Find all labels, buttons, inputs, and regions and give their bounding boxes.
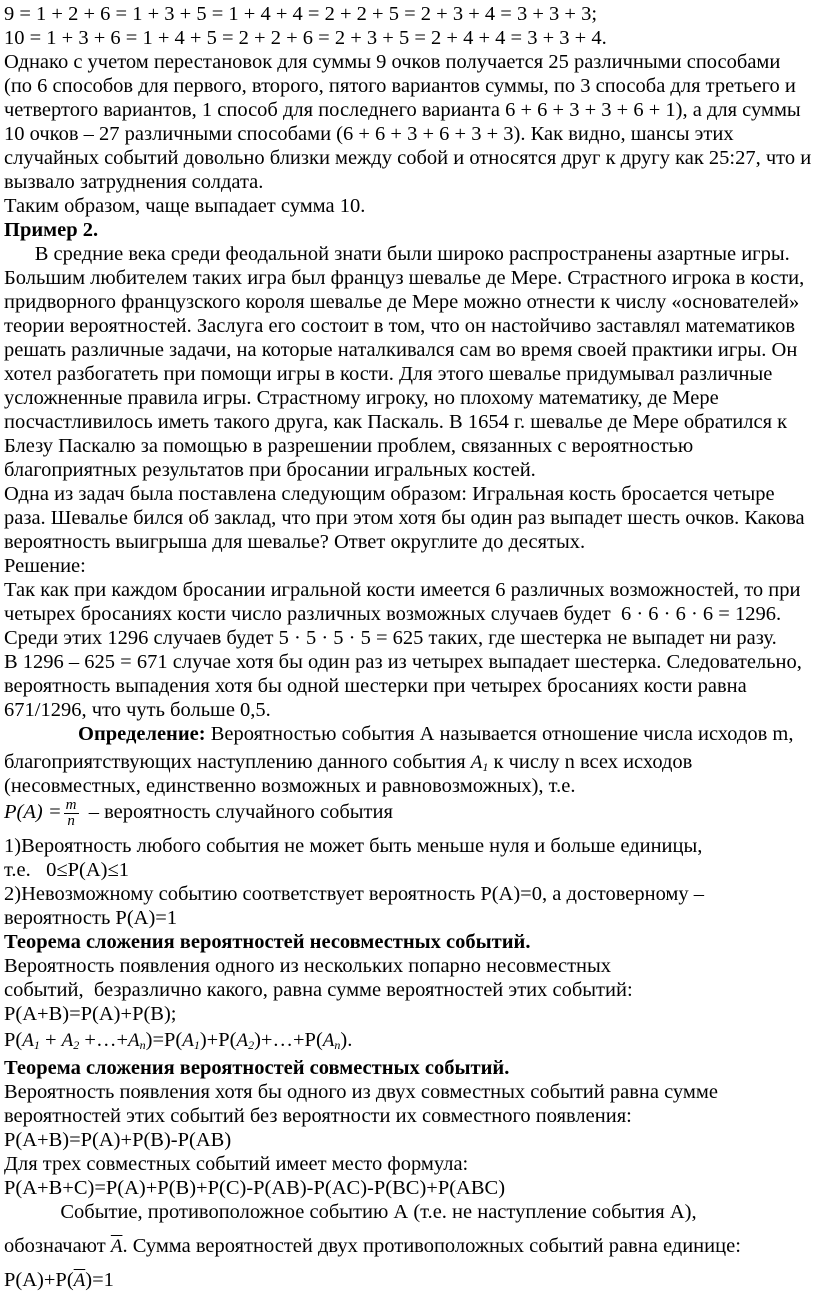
text-line: придворного французского короля шевалье де Мере можно отнести к числу «основателей» xyxy=(4,291,800,313)
text-line: 671/1296, что чуть больше 0,5. xyxy=(4,699,271,721)
text-line: P(A+B)=P(A)+P(B)-P(AB) xyxy=(4,1129,232,1151)
text-line: усложненные правила игры. Страстному игроку, но плохому математику, де Мере xyxy=(4,387,719,409)
text-line: Одна из задач была поставлена следующим образом: Игральная кость бросается четыре xyxy=(4,483,775,505)
probability-formula: P(A) = $\frac{m}{n}$ – вероятность случайного события xyxy=(4,797,393,829)
text-line: четырех бросаниях кости число различных возможных случаев будет 6 · 6 · 6 · 6 = 1296. xyxy=(4,603,782,625)
text-line: В 1296 – 625 = 671 случае хотя бы один раз из четырех выпадает шестерка. Следовательно, xyxy=(4,651,802,673)
text-line: 10 очков – 27 различными способами (6 + 6 + 3 + 6 + 3 + 3). Как видно, шансы этих xyxy=(4,123,734,145)
text-line: (по 6 способов для первого, второго, пятого вариантов суммы, по 3 способа для третьего и xyxy=(4,75,796,97)
event-a1-symbol: $A_1$ xyxy=(470,752,489,774)
definition-line-2 xyxy=(4,752,692,773)
theorem-2-title: Теорема сложения вероятностей совместных событий. xyxy=(4,1057,510,1079)
text-line: решать различные задачи, на которые наталкивался сам во время своей практики игры. Он xyxy=(4,339,798,361)
definition-text: к числу n всех исходов xyxy=(488,751,693,773)
text-line: P(A+B+C)=P(A)+P(B)+P(C)-P(AB)-P(AC)-P(BC)+P(ABC) xyxy=(4,1177,506,1199)
definition-text: Вероятностью события А называется отношение числа исходов m, xyxy=(205,723,794,745)
text-line: вероятностей этих событий без вероятности их совместного появления: xyxy=(4,1105,632,1127)
text-line: Среди этих 1296 случаев будет 5 · 5 · 5 · 5 = 625 таких, где шестерка не выпадет ни разу. xyxy=(4,627,777,649)
property-line: вероятность P(A)=1 xyxy=(4,907,178,929)
text-line: Так как при каждом бросании игральной кости имеется 6 различных возможностей, то при xyxy=(4,579,801,601)
text-line: Однако с учетом перестановок для суммы 9 очков получается 25 различными способами xyxy=(4,51,781,73)
example-heading: Пример 2. xyxy=(4,219,99,241)
text-line: посчастливилось иметь такого друга, как Паскаль. В 1654 г. шевалье де Мере обратился к xyxy=(4,411,788,433)
text-line: Событие, противоположное событию А (т.е. не наступление события А), xyxy=(4,1201,697,1223)
text-line: Решение: xyxy=(4,555,86,577)
text-line: Блезу Паскалю за помощью в разрешении проблем, связанных с вероятностью xyxy=(4,435,694,457)
text-line: обозначают $\overline{A}$. Сумма вероятностей двух противоположных событий равна единице: xyxy=(4,1235,741,1257)
text-line: событий, безразлично какого, равна сумме вероятностей этих событий: xyxy=(4,979,633,1001)
definition-text: благоприятствующих наступлению данного события xyxy=(4,751,471,773)
text-line: $P(A)+P(\overline{A})=1$ xyxy=(4,1269,114,1291)
fraction-m-over-n: $\frac{m}{n}$ xyxy=(65,797,77,829)
text-line: раза. Шевалье бился об заклад, что при этом хотя бы один раз выпадет шесть очков. Какова xyxy=(4,507,805,529)
definition-label: Определение: xyxy=(78,723,206,745)
text-line: вероятность выпадения хотя бы одной шестерки при четырех бросаниях кости равна xyxy=(4,675,747,697)
text-line: 9 = 1 + 2 + 6 = 1 + 3 + 5 = 1 + 4 + 4 = 2 + 2 + 5 = 2 + 3 + 4 = 3 + 3 + 3; xyxy=(4,3,598,25)
text-line: случайных событий довольно близки между собой и относятся друг к другу как 25:27, что и xyxy=(4,147,812,169)
text-line: хотел разбогатеть при помощи игры в кости. Для этого шевалье придумывал различные xyxy=(4,363,773,385)
definition-line-3: (несовместных, единственно возможных и равновозможных), т.е. xyxy=(4,775,576,797)
text-line: Вероятность появления хотя бы одного из двух совместных событий равна сумме xyxy=(4,1081,718,1103)
text-line: благоприятных результатов при бросании игральных костей. xyxy=(4,459,536,481)
text-line: 10 = 1 + 3 + 6 = 1 + 4 + 5 = 2 + 2 + 6 = 2 + 3 + 5 = 2 + 4 + 4 = 3 + 3 + 4. xyxy=(4,27,607,49)
text-line: P(A+B)=P(A)+P(B); xyxy=(4,1003,177,1025)
theorem-1-title: Теорема сложения вероятностей несовместных событий. xyxy=(4,931,531,953)
property-line: 2)Невозможному событию соответствует вероятность P(A)=0, а достоверному – xyxy=(4,883,705,905)
text-line: вероятность выигрыша для шевалье? Ответ округлите до десятых. xyxy=(4,531,586,553)
text-line: вызвало затруднения солдата. xyxy=(4,171,264,193)
complement-a-symbol: $\overline{A}$ xyxy=(73,1270,86,1291)
property-line: 1)Вероятность любого события не может быть меньше нуля и больше единицы, xyxy=(4,835,703,857)
text-line: теории вероятностей. Заслуга его состоит в том, что он настойчиво заставлял математиков xyxy=(4,315,796,337)
text-line: Вероятность появления одного из нескольких попарно несовместных xyxy=(4,955,612,977)
definition-line xyxy=(78,724,793,745)
text-line: Большим любителем таких игра был француз шевалье де Мере. Страстного игрока в кости, xyxy=(4,267,805,289)
text-line: четвертого вариантов, 1 способ для последнего варианта 6 + 6 + 3 + 3 + 6 + 1), а для суммы xyxy=(4,99,801,121)
text-line: В средние века среди феодальной знати были широко распространены азартные игры. xyxy=(4,243,790,265)
text-line: Таким образом, чаще выпадает сумма 10. xyxy=(4,195,366,217)
complement-a-symbol: $\overline{A}$ xyxy=(110,1236,123,1257)
property-line: т.е. 0≤P(A)≤1 xyxy=(4,859,130,881)
sum-formula: $P(A_1 + A_2$ $+\dots+A_n)=P(A_1)+P(A_2)+\dots+P(A_n)$. xyxy=(4,1029,353,1052)
text-line: Для трех совместных событий имеет место формула: xyxy=(4,1153,469,1175)
